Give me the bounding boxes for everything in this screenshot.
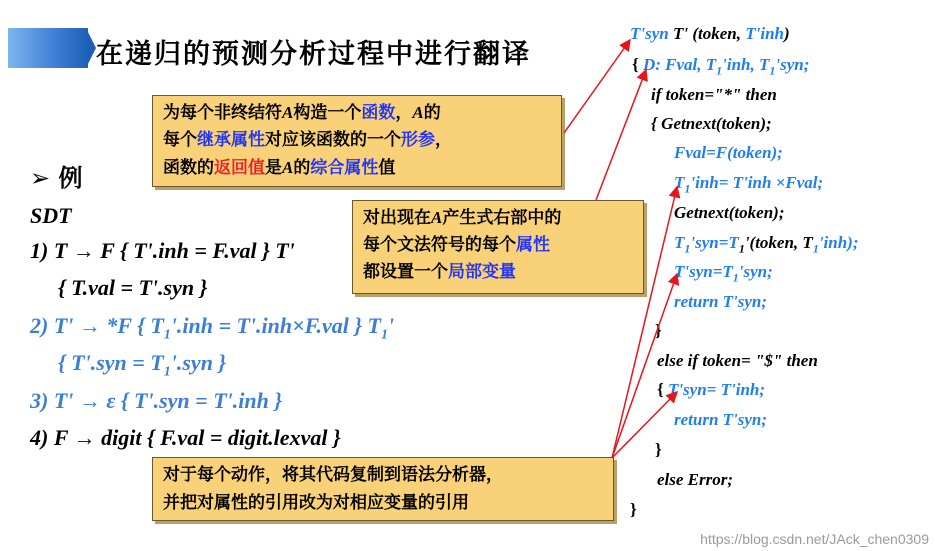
code-line-7: Getnext(token); (674, 203, 785, 222)
arrow-to-function-header (564, 40, 630, 133)
code-line-3: if token="*" then (651, 85, 777, 104)
arrow-to-t1-inh (612, 187, 677, 458)
callout-function-per-nonterminal: 为每个非终结符A构造一个函数，A的 每个继承属性对应该函数的一个形参， 函数的返回值是A的综合属性值 (152, 95, 562, 187)
page-title: 在递归的预测分析过程中进行翻译 (96, 39, 531, 70)
code-line-5: Fval=F(token); (674, 143, 783, 162)
rule-1-line-1: 1) T → F { T'.inh = F.val } T' (30, 238, 295, 263)
code-line-13: { T'syn= T'inh; (657, 380, 766, 399)
watermark: https://blog.csdn.net/JAck_chen0309 (700, 531, 929, 547)
code-line-17: } (630, 500, 637, 519)
arrow-to-t-syn-inh (612, 392, 677, 458)
code-line-1: T'syn T' (token, T'inh) (630, 24, 790, 43)
arrow-to-t1-syn (612, 274, 677, 458)
code-line-9: $T'syn=T_1'syn$; (674, 262, 773, 285)
rule-3: 3) T' → ε { T'.syn = T'.inh } (30, 388, 283, 413)
code-line-10: return T'syn; (674, 292, 768, 311)
code-line-8: $T_1'syn=T_1'(token$, $T_1'inh$); (674, 233, 859, 256)
rule-2-line-1: 2) T' → *F { $T_1'.inh = T'.inh\times F.val$ } $T_1'$ (30, 313, 395, 343)
code-line-6: $T_1'inh= T'inh$ ×Fval; (674, 173, 824, 196)
code-line-2: { D: Fval, $T_1'inh$, $T_1'syn$; (632, 55, 810, 78)
code-line-12: else if token= "$" then (657, 351, 818, 370)
code-line-14: return T'syn; (674, 410, 768, 429)
arrow-to-local-decl (596, 70, 646, 200)
code-line-4: { Getnext(token); (651, 114, 772, 133)
code-line-15: } (655, 440, 662, 459)
example-heading: ➢ 例 (30, 164, 83, 192)
callout-local-variables: 对出现在A产生式右部中的 每个文法符号的每个属性 都设置一个局部变量 (352, 200, 644, 294)
code-line-16: else Error; (657, 470, 734, 489)
rule-4: 4) F → digit { F.val = digit.lexval } (30, 425, 341, 450)
rule-1-line-2: { T.val = T'.syn } (58, 275, 208, 300)
rule-2-line-2: { $T'.syn = T_1'.syn$ } (58, 350, 227, 380)
code-line-11: } (655, 321, 662, 340)
callout-copy-actions: 对于每个动作，将其代码复制到语法分析器， 并把对属性的引用改为对相应变量的引用 (152, 457, 614, 521)
sdt-label: SDT (30, 203, 72, 228)
